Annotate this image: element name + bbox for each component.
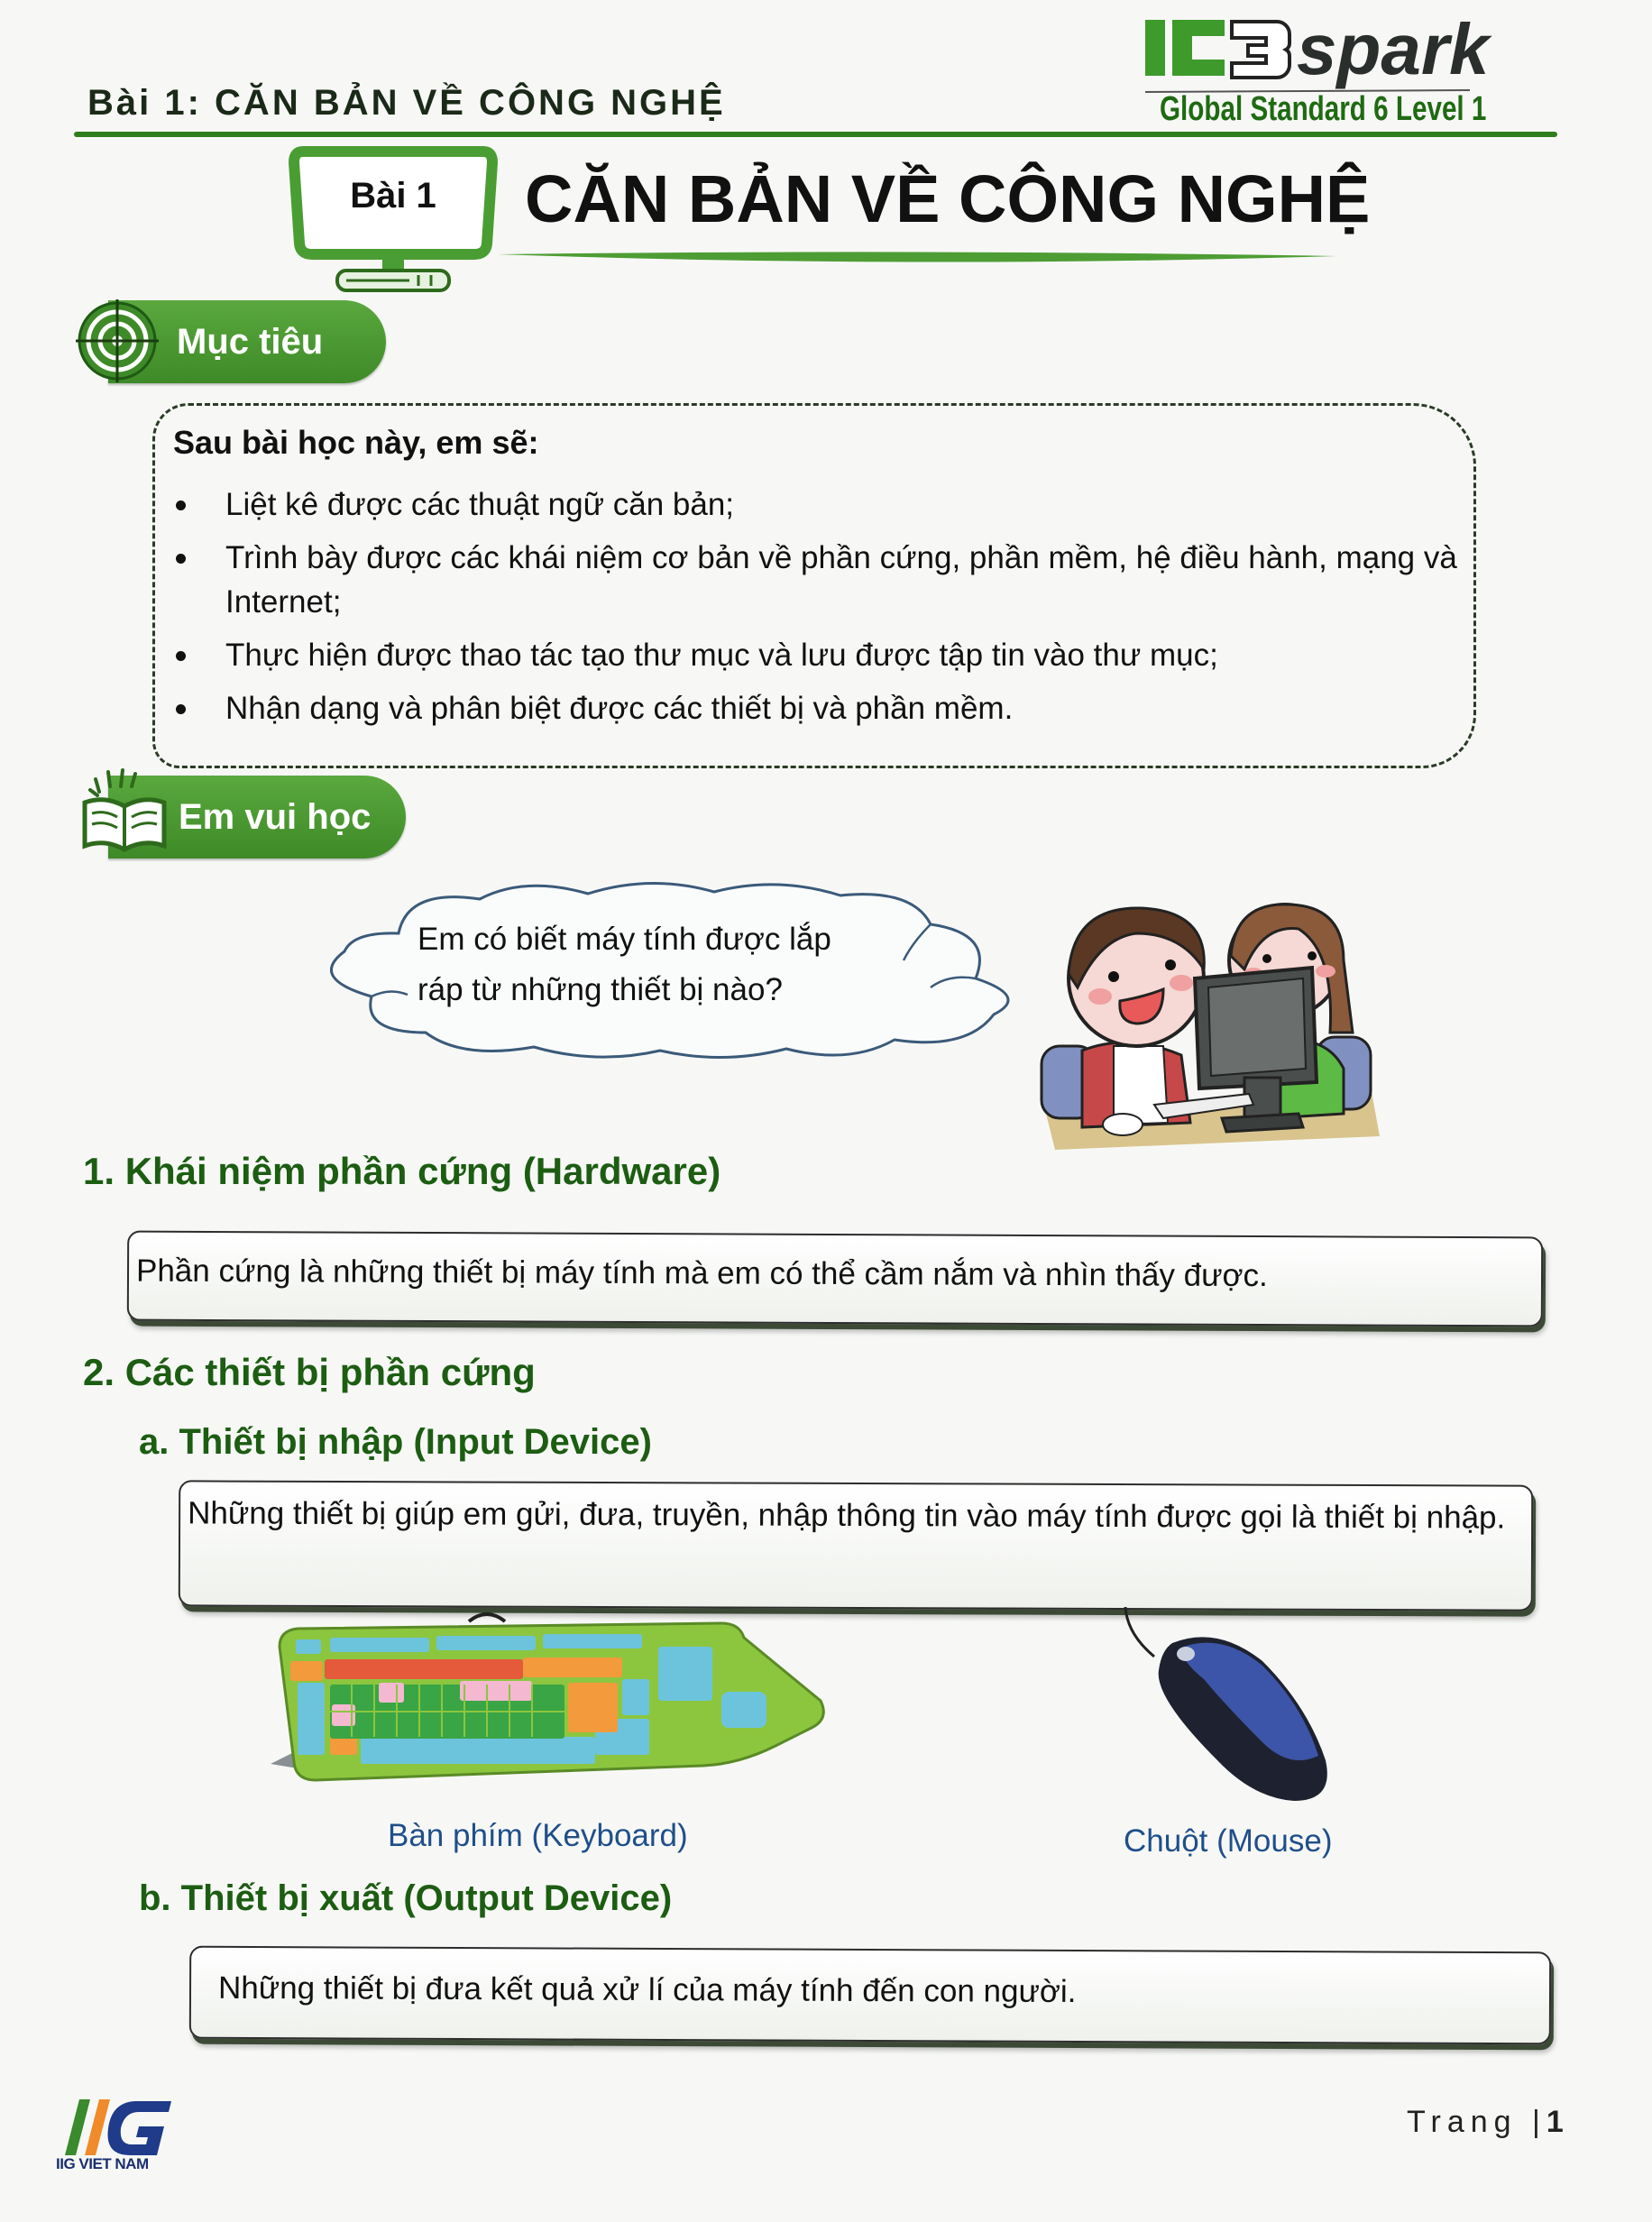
page-label: Trang | [1407,2105,1546,2139]
hardware-definition-box: Phần cứng là những thiết bị máy tính mà em có thể cầm nắm và nhìn thấy được. [127,1231,1543,1327]
speech-text [418,914,922,1015]
section-heading-hardware: 1. Khái niệm phần cứng (Hardware) [83,1150,721,1192]
lesson-title: CĂN BẢN VỀ CÔNG NGHỆ [525,161,1371,236]
title-underline-swoosh [498,249,1336,267]
chapter-header-title: Bài 1: CĂN BẢN VỀ CÔNG NGHỆ [87,83,726,123]
objectives-list [173,482,1463,739]
page-number-value: 1 [1546,2105,1564,2139]
kids-at-computer-illustration [1028,888,1389,1150]
open-book-icon [78,767,171,857]
monitor-frame-icon [287,144,500,294]
logo-subtitle: Global Standard 6 Level 1 [1160,90,1487,128]
page-number [1407,2105,1564,2140]
fun-learning-label-text: Em vui học [179,796,372,837]
subsection-heading-input: a. Thiết bị nhập (Input Device) [139,1422,652,1462]
speech-line-1: Em có biết máy tính được lắp [418,922,831,957]
objectives-intro: Sau bài học này, em sẽ: [173,424,539,461]
section-heading-devices: 2. Các thiết bị phần cứng [83,1351,536,1393]
objective-item: Thực hiện được thao tác tạo thư mục và lưu được tập tin vào thư mục; [173,633,1463,677]
keyboard-caption: Bàn phím (Keyboard) [388,1818,688,1853]
objective-item: Nhận dạng và phân biệt được các thiết bị và phần mềm. [173,686,1463,730]
subsection-heading-output: b. Thiết bị xuất (Output Device) [139,1878,673,1918]
objectives-label-text: Mục tiêu [177,321,324,362]
objective-item: Trình bày được các khái niệm cơ bản về phần cứng, phần mềm, hệ điều hành, mạng và Internet; [173,536,1463,624]
input-definition-box: Những thiết bị giúp em gửi, đưa, truyền, nhập thông tin vào máy tính được gọi là thiết bị nhập. [179,1480,1533,1611]
keyboard-icon [271,1611,830,1791]
target-icon [76,299,159,382]
mouse-caption: Chuột (Mouse) [1124,1823,1333,1859]
logo-spark-text: spark [1297,13,1490,89]
header-divider [74,132,1557,137]
mouse-icon [1118,1607,1362,1805]
lesson-badge: Bài 1 [350,176,436,216]
publisher-name: IIG VIET NAM [56,2155,149,2172]
speech-line-2: ráp từ những thiết bị nào? [418,972,783,1007]
objective-item: Liệt kê được các thuật ngữ căn bản; [173,482,1463,527]
output-definition-box: Những thiết bị đưa kết quả xử lí của máy tính đến con người. [189,1946,1551,2045]
